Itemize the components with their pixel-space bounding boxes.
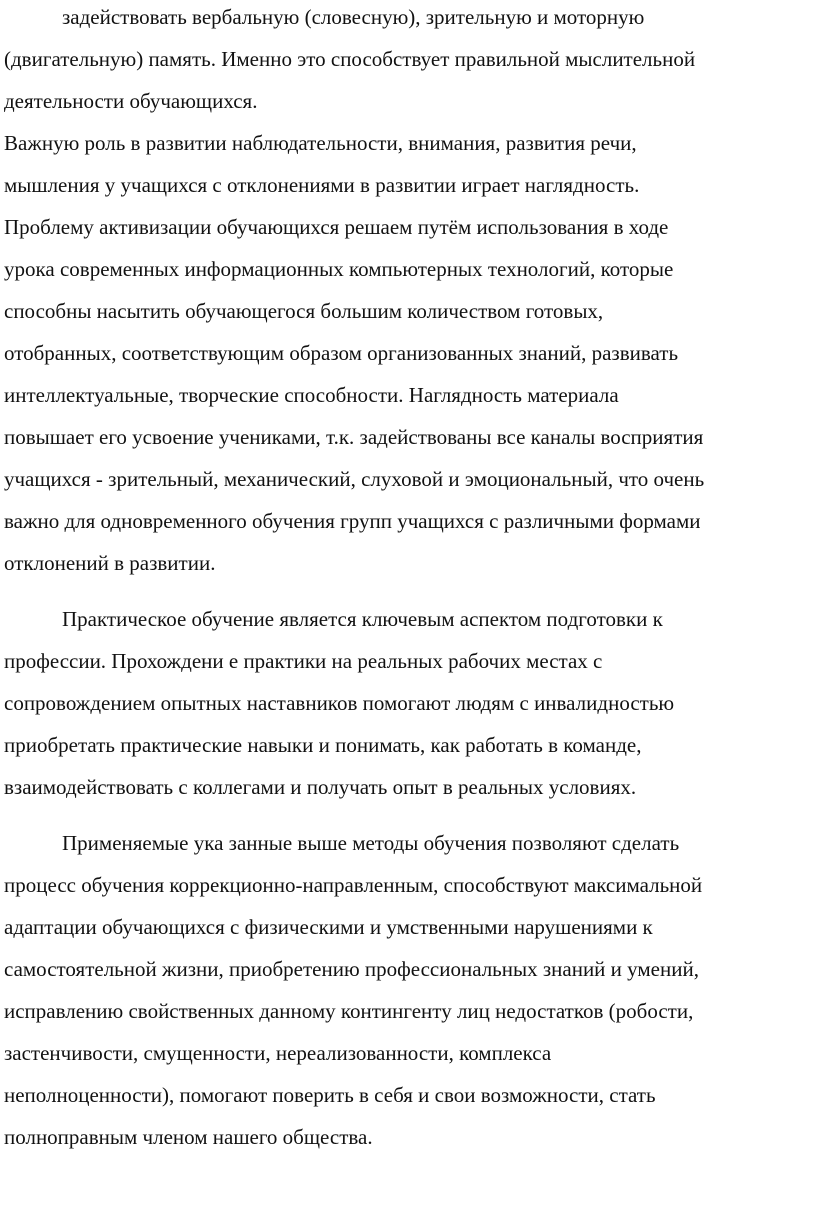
text-line: деятельности обучающихся. [4,89,258,113]
text-line: неполноценности), помогают поверить в себя и свои возможности, стать [4,1083,656,1107]
text-line: сопровождением опытных наставников помогают людям с инвалидностью [4,691,675,715]
text-line: адаптации обучающихся с физическими и умственными нарушениями к [4,915,653,939]
text-line: полноправным членом нашего общества. [4,1125,373,1149]
text-line: (двигательную) память. Именно это способствует правильной мыслительной [4,47,696,71]
text-line: застенчивости, смущенности, нереализованности, комплекса [4,1041,552,1065]
text-line: урока современных информационных компьютерных технологий, которые [4,257,674,281]
text-line: интеллектуальные, творческие способности. Наглядность материала [4,383,619,407]
text-line: отклонений в развитии. [4,551,216,575]
text-line: мышления у учащихся с отклонениями в развитии играет наглядность. [4,173,640,197]
text-line: Проблему активизации обучающихся решаем путём использования в ходе [4,215,669,239]
text-line: учащихся - зрительный, механический, слуховой и эмоциональный, что очень [4,467,705,491]
text-line: Практическое обучение является ключевым аспектом подготовки к [62,607,663,631]
text-line: процесс обучения коррекционно-направленным, способствуют максимальной [4,873,703,897]
text-line: повышает его усвоение учениками, т.к. задействованы все каналы восприятия [4,425,704,449]
text-line: Важную роль в развитии наблюдательности, внимания, развития речи, [4,131,637,155]
text-line: способны насытить обучающегося большим количеством готовых, [4,299,604,323]
text-line: профессии. Прохождени е практики на реальных рабочих местах с [4,649,603,673]
text-line: взаимодействовать с коллегами и получать опыт в реальных условиях. [4,775,637,799]
text-line: исправлению свойственных данному контингенту лиц недостатков (робости, [4,999,694,1023]
text-line: Применяемые ука занные выше методы обучения позволяют сделать [62,831,680,855]
text-line: важно для одновременного обучения групп учащихся с различными формами [4,509,701,533]
text-line: приобретать практические навыки и понимать, как работать в команде, [4,733,642,757]
text-line: отобранных, соответствующим образом организованных знаний, развивать [4,341,679,365]
text-line: задействовать вербальную (словесную), зрительную и моторную [62,5,645,29]
text-line: самостоятельной жизни, приобретению профессиональных знаний и умений, [4,957,699,981]
